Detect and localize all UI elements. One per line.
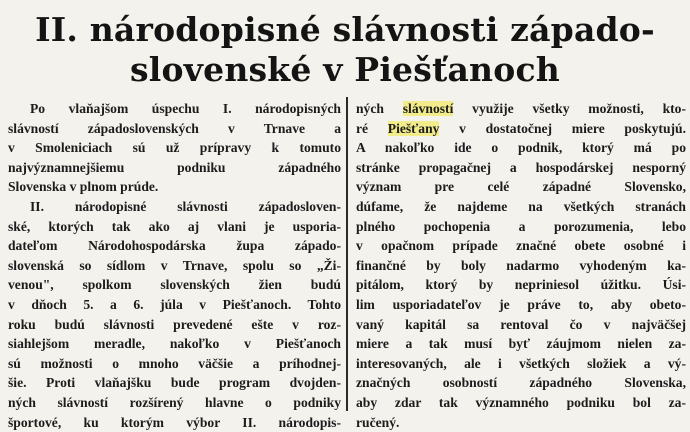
text-line: miere a tak musí byť záujmom nielen za- [356,334,686,354]
text-line: A nakoľko ide o podnik, ktorý má po [356,138,686,158]
text-line: význam pre celé západné Slovensko, [356,177,686,197]
text-line: plného pochopenia a porozumenia, lebo [356,217,686,237]
text-fragment: v dostatočnej miere poskytujú. [439,121,686,136]
text-line: II. národopisné slávnosti západosloven- [8,197,341,217]
text-line: Slovenska v plnom prúde. [8,177,341,197]
text-line: v opačnom prípade značné obete osobné i [356,236,686,256]
text-line: šie. Proti vlaňajšku bude program dvojden- [8,373,341,393]
text-line: slávností západoslovenských v Trnave a [8,119,341,139]
text-line: sú možnosti o mnoho väčšie a príhodnej- [8,354,341,374]
text-fragment: využije všetky možnosti, kto- [453,101,686,116]
text-line: dúfame, že najdeme na všetkých stranách [356,197,686,217]
article-column-right [356,99,686,432]
text-line: slovenská so sídlom v Trnave, spolu so „Ži- [8,256,341,276]
text-line: v dňoch 5. a 6. júla v Piešťanoch. Tohto [8,295,341,315]
text-line: ské, ktorých tak ako aj vlani je usporia- [8,217,341,237]
text-line: športové, ku ktorým výbor II. národopis- [8,413,341,432]
text-line: lim usporiadateľov je práve to, aby obeto- [356,295,686,315]
headline-line-2: slovenské v Piešťanoch [0,50,690,90]
text-line: siahlejšom meradle, nakoľko v Piešťanoch [8,334,341,354]
text-line: dateľom Národohospodárska župa západo- [8,236,341,256]
text-line: stránke propagačnej a hospodárskej nesporný [356,158,686,178]
highlighted-word: Piešťany [388,121,440,136]
text-line: v Smoleniciach sú už prípravy k tomuto [8,138,341,158]
text-line: najvýznamnejšiemu podniku západného [8,158,341,178]
text-line: ných slávností rozšírený hlavne o podniky [8,393,341,413]
text-line: Po vlaňajšom úspechu I. národopisných [8,99,341,119]
text-line: roku budú slávnosti prevedené ešte v roz- [8,315,341,335]
text-line: aby zdar tak významného podniku bol za- [356,393,686,413]
text-line [356,99,686,119]
text-line: venou", spolkom slovenských žien budú [8,275,341,295]
text-line: značných osobností západného Slovenska, [356,373,686,393]
column-divider [346,97,348,411]
headline-line-1: II. národopisné slávnosti západo- [0,10,690,50]
text-line: pitálom, ktorý by nepriniesol úžitku. Úsi- [356,275,686,295]
text-line: finančné by boly nadarmo vyhodeným ka- [356,256,686,276]
text-fragment: ných [356,101,403,116]
text-line: ručený. [356,413,686,432]
text-line [356,119,686,139]
article-headline [0,10,690,90]
text-line: vaný kapitál sa rentoval čo v najväčšej [356,315,686,335]
article-column-left [8,99,341,432]
text-fragment: ré [356,121,388,136]
highlighted-word: slávností [403,101,454,116]
text-line: interesovaných, ale i všetkých složiek a vý- [356,354,686,374]
